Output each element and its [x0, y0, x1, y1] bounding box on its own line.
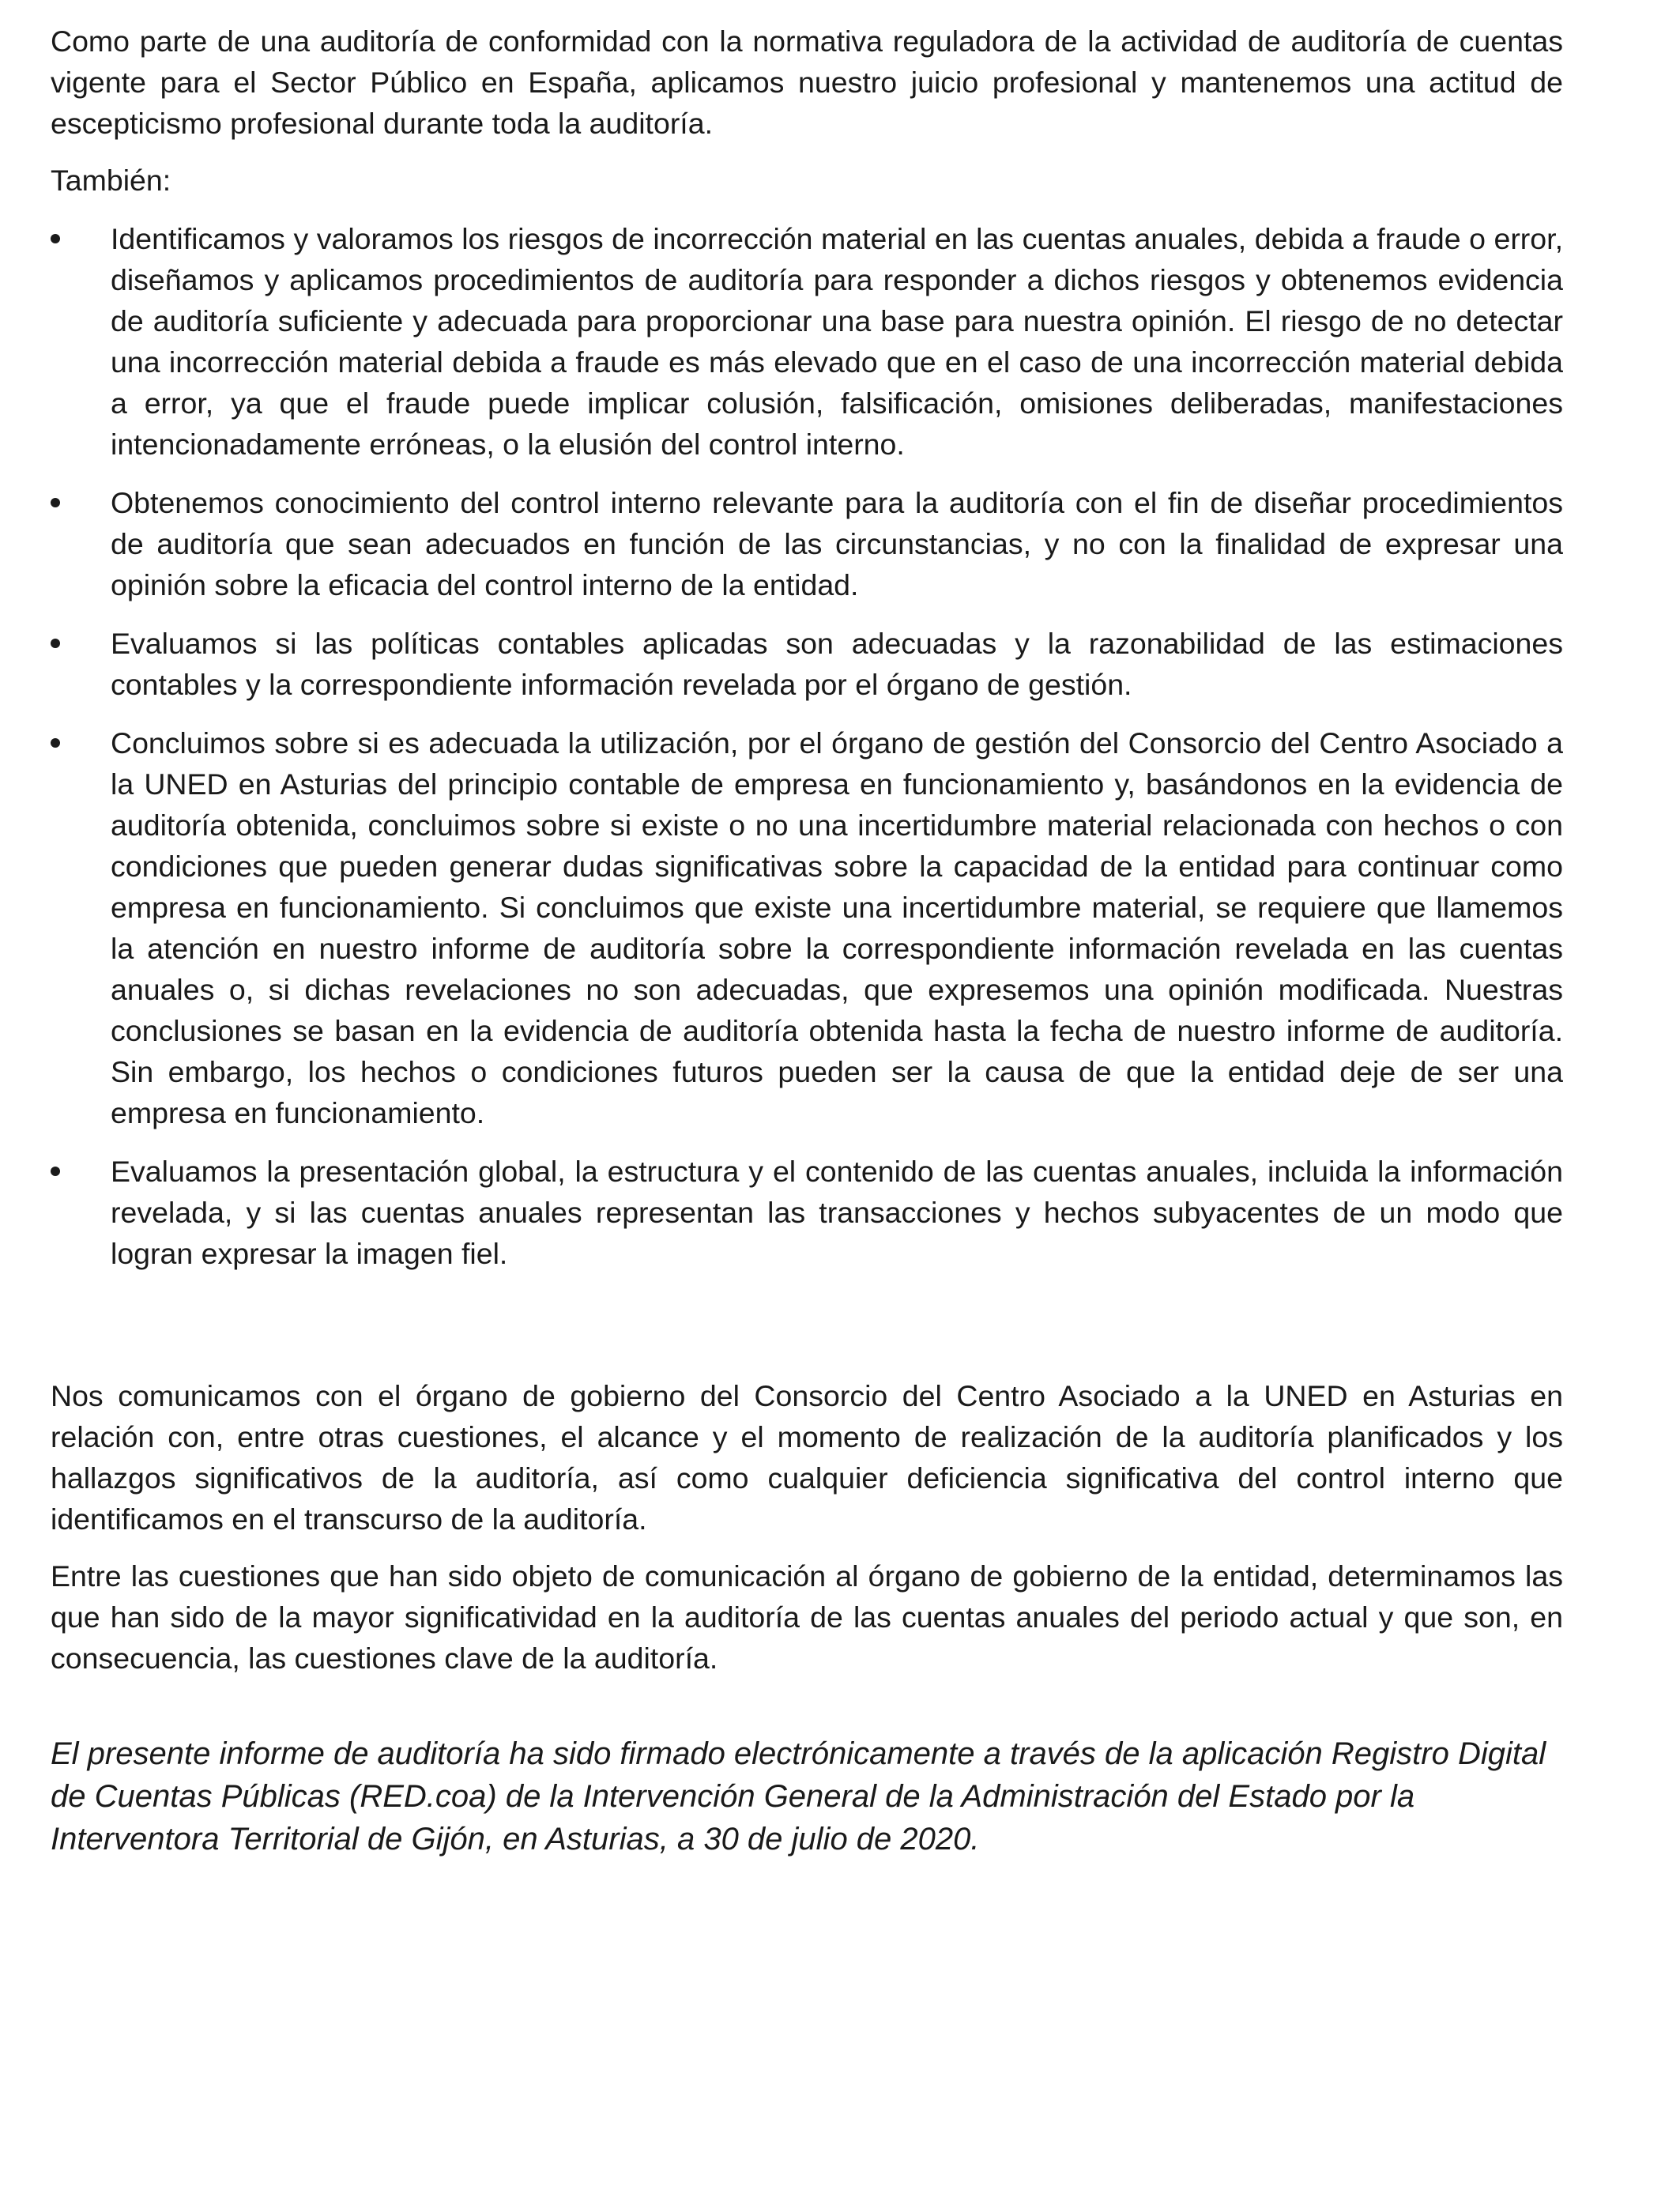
procedures-list	[51, 218, 1563, 1274]
communication-paragraph: Nos comunicamos con el órgano de gobierno del Consorcio del Centro Asociado a la UNED en Asturias en relación con, entre otras cuestiones, el alcance y el momento de realización de la auditoría planificados y los hallazgos significativos de la auditoría, así como cualquier deficiencia significativa del control interno que identificamos en el transcurso de la auditoría.	[51, 1379, 1563, 1536]
section-spacer	[51, 1291, 1563, 1375]
bullet-icon	[51, 498, 60, 507]
tambien-label: También:	[51, 164, 171, 197]
list-item	[51, 218, 1563, 465]
list-item	[51, 482, 1563, 605]
bullet-icon	[51, 639, 60, 648]
list-item	[51, 722, 1563, 1133]
bullet-icon	[51, 1167, 60, 1176]
signature-spacer	[51, 1679, 1563, 1732]
list-item-text: Evaluamos la presentación global, la estructura y el contenido de las cuentas anuales, incluida la información revelada, y si las cuentas anuales representan las transacciones y hechos subyacentes de un modo que logran expresar la imagen fiel.	[111, 1155, 1563, 1270]
bullet-icon	[51, 234, 60, 243]
list-item-text: Identificamos y valoramos los riesgos de incorrección material en las cuentas anuales, debida a fraude o error, diseñamos y aplicamos procedimientos de auditoría para responder a dichos riesgos y obtenemos evidencia de auditoría suficiente y adecuada para proporcionar una base para nuestra opinión. El riesgo de no detectar una incorrección material debida a fraude es más elevado que en el caso de una incorrección material debida a error, ya que el fraude puede implicar colusión, falsificación, omisiones deliberadas, manifestaciones intencionadamente erróneas, o la elusión del control interno.	[111, 222, 1563, 461]
list-item	[51, 623, 1563, 705]
list-item-text: Obtenemos conocimiento del control interno relevante para la auditoría con el fin de diseñar procedimientos de auditoría que sean adecuados en función de las circunstancias, y no con la finalidad de expresar una opinión sobre la eficacia del control interno de la entidad.	[111, 486, 1563, 601]
intro-paragraph: Como parte de una auditoría de conformidad con la normativa reguladora de la actividad de auditoría de cuentas vigente para el Sector Público en España, aplicamos nuestro juicio profesional y mantenemos una actitud de escepticismo profesional durante toda la auditoría.	[51, 25, 1563, 140]
list-item-text: Evaluamos si las políticas contables aplicadas son adecuadas y la razonabilidad de las estimaciones contables y la correspondiente información revelada por el órgano de gestión.	[111, 627, 1563, 701]
document-page	[51, 21, 1563, 1860]
key-matters-paragraph: Entre las cuestiones que han sido objeto de comunicación al órgano de gobierno de la entidad, determinamos las que han sido de la mayor significatividad en la auditoría de las cuentas anuales del periodo actual y que son, en consecuencia, las cuestiones clave de la auditoría.	[51, 1559, 1563, 1675]
list-item-text: Concluimos sobre si es adecuada la utilización, por el órgano de gestión del Consorcio del Centro Asociado a la UNED en Asturias del principio contable de empresa en funcionamiento y, basándonos en la evidencia de auditoría obtenida, concluimos sobre si existe o no una incertidumbre material relacionada con hechos o con condiciones que pueden generar dudas significativas sobre la capacidad de la entidad para continuar como empresa en funcionamiento. Si concluimos que existe una incertidumbre material, se requiere que llamemos la atención en nuestro informe de auditoría sobre la correspondiente información revelada en las cuentas anuales o, si dichas revelaciones no son adecuadas, que expresemos una opinión modificada. Nuestras conclusiones se basan en la evidencia de auditoría obtenida hasta la fecha de nuestro informe de auditoría. Sin embargo, los hechos o condiciones futuros pueden ser la causa de que la entidad deje de ser una empresa en funcionamiento.	[111, 726, 1563, 1129]
bullet-icon	[51, 738, 60, 748]
list-item	[51, 1151, 1563, 1274]
electronic-signature-note: El presente informe de auditoría ha sido firmado electrónicamente a través de la aplicación Registro Digital de Cuentas Públicas (RED.coa) de la Intervención General de la Administración del Estado por la Interventora Territorial de Gijón, en Asturias, a 30 de julio de 2020.	[51, 1736, 1546, 1857]
